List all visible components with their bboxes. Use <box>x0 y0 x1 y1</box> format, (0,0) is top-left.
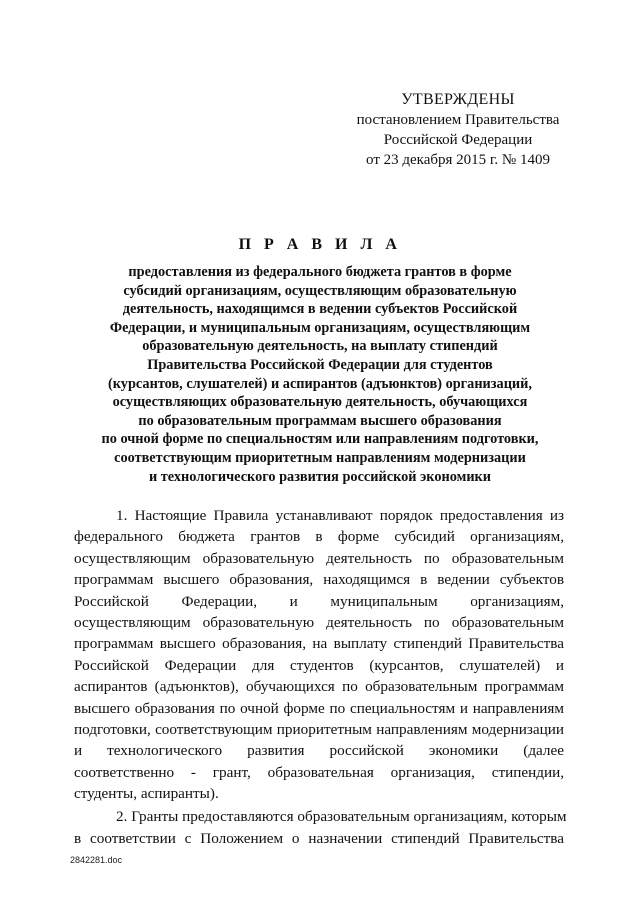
subtitle-line: предоставления из федерального бюджета грантов в форме <box>128 264 512 280</box>
body-line: программам высшего образования, находящимся в ведении субъектов <box>74 571 564 589</box>
subtitle-line: по образовательным программам высшего образования <box>138 412 502 429</box>
subtitle-line: образовательную деятельность, на выплату стипендий <box>142 338 498 355</box>
body-line: высшего образования по очной форме по специальностям и направлениям <box>74 699 564 717</box>
paragraph-2 <box>74 806 567 849</box>
subtitle-line: деятельность, находящимся в ведении субъектов Российской <box>122 301 518 318</box>
body-line: в соответствии с Положением о назначении стипендий Правительства <box>74 829 564 847</box>
subtitle-line: Правительства Российской Федерации для студентов <box>147 356 493 373</box>
body-line: Российской Федерации, и муниципальным организациям, <box>74 592 564 610</box>
approval-stamp <box>352 90 564 170</box>
subtitle-line: осуществляющих образовательную деятельность, обучающихся <box>112 394 528 411</box>
body-line: программам высшего образования, на выплату стипендий Правительства <box>74 635 564 653</box>
paragraph-1 <box>74 505 564 804</box>
body-line: аспирантов (адъюнктов), обучающихся по образовательным программам <box>74 678 564 696</box>
document-title: П Р А В И Л А <box>238 236 402 253</box>
approval-line-2: Российской Федерации <box>383 132 533 148</box>
body-line: 2. Гранты предоставляются образовательным организациям, которым <box>116 808 567 826</box>
subtitle-line: (курсантов, слушателей) и аспирантов (адъюнктов) организаций, <box>108 375 532 392</box>
body-line: студенты, аспиранты). <box>74 785 219 803</box>
approved-heading: УТВЕРЖДЕНЫ <box>401 91 515 108</box>
body-line: федерального бюджета грантов в форме субсидий организациям, <box>74 528 564 546</box>
body-line: осуществляющим образовательную деятельность по образовательным <box>74 613 564 631</box>
subtitle-line: и технологического развития российской экономики <box>148 468 492 485</box>
body-line: соответственно - грант, образовательная организация, стипендии, <box>74 763 564 781</box>
document-subtitle <box>95 263 545 486</box>
body-line: подготовки, соответствующим приоритетным направлениям модернизации <box>74 720 564 738</box>
subtitle-line: по очной форме по специальностям или направлениям подготовки, <box>101 431 539 448</box>
subtitle-line: соответствующим приоритетным направлениям модернизации <box>114 449 526 466</box>
document-body <box>74 505 567 849</box>
subtitle-line: субсидий организациям, осуществляющим образовательную <box>123 282 517 299</box>
subtitle-line: Федерации, и муниципальным организациям, осуществляющим <box>109 319 531 336</box>
body-line: осуществляющим образовательную деятельность по образовательным <box>74 549 564 567</box>
approval-line-1: постановлением Правительства <box>356 112 560 128</box>
body-line: Российской Федерации для студентов (курсантов, слушателей) и <box>74 656 564 674</box>
body-line: и технологического развития российской экономики (далее <box>74 742 564 760</box>
file-name-footer: 2842281.doc <box>70 855 123 865</box>
body-line: 1. Настоящие Правила устанавливают порядок предоставления из <box>116 507 564 524</box>
approval-line-3: от 23 декабря 2015 г. № 1409 <box>366 152 550 168</box>
